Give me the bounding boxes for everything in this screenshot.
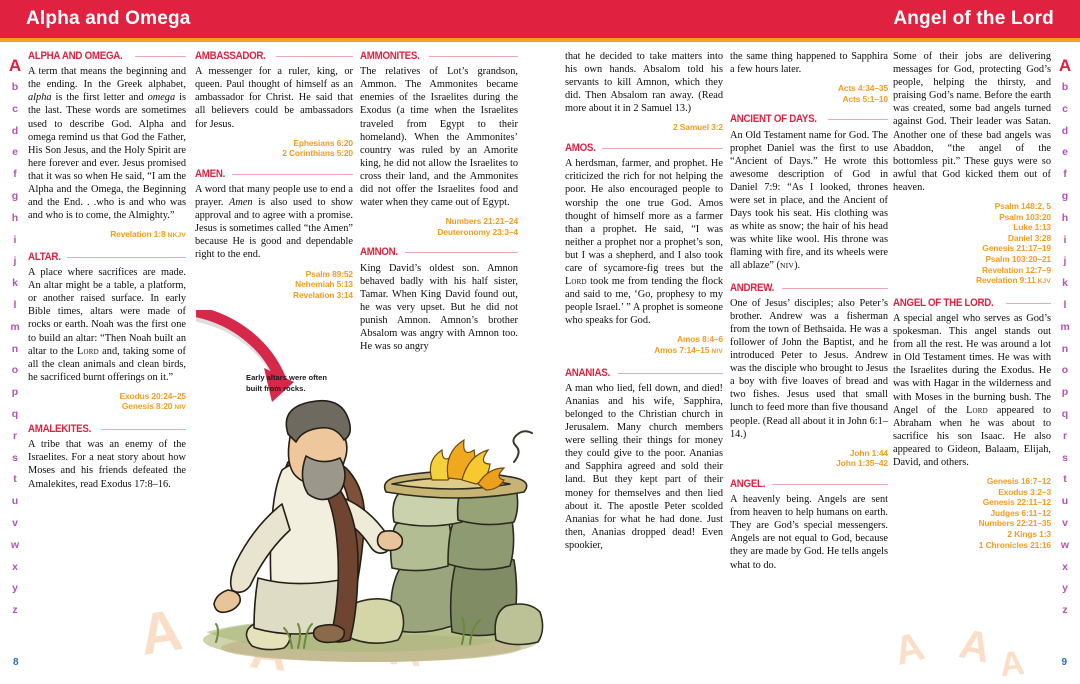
entry-rule	[772, 484, 888, 485]
alpha-tab-o[interactable]: o	[11, 364, 19, 377]
scripture-reference[interactable]: Psalm 103:20–21	[985, 254, 1051, 264]
text-column-0	[28, 50, 186, 500]
alpha-tab-t[interactable]: t	[1063, 473, 1067, 486]
entry-term: AMALEKITES.	[28, 423, 92, 436]
alpha-tab-x[interactable]: x	[12, 560, 18, 573]
caption-line-2: built from rocks.	[246, 383, 306, 393]
entry-term: AMNON.	[360, 246, 398, 259]
alpha-tab-u[interactable]: u	[1061, 495, 1069, 508]
entry-headword-row	[730, 113, 888, 126]
scripture-reference[interactable]: Acts 5:1–10	[842, 93, 888, 104]
entry-term: ALPHA AND OMEGA.	[28, 50, 123, 62]
alpha-tab-r[interactable]: r	[12, 429, 18, 442]
altar-illustration	[196, 392, 546, 662]
text-column-1	[195, 50, 353, 309]
entry-definition-text: King David’s oldest son. Amnon behaved badly with his half sister, Tamar. When King David found out, he was very upset. But he did not punish Amnon. Amnon’s brother Absalom was angry with Amnon too. He was so angry	[360, 262, 518, 353]
alphabet-index-left[interactable]	[2, 54, 28, 634]
entry-headword-row	[28, 50, 186, 63]
alpha-tab-v[interactable]: v	[1062, 516, 1068, 529]
entry-term: ANANIAS.	[565, 366, 610, 379]
alpha-tab-i[interactable]: i	[13, 233, 17, 246]
decorative-letter-a: A	[889, 624, 929, 674]
entry-definition-text: A word that many people use to end a prayer. Amen is also used to show approval and to agree with a promise. Jesus is sometimes called “the Amen” because He is good and dependable right to the end.	[195, 183, 353, 261]
entry-rule	[429, 56, 518, 57]
scripture-reference[interactable]: Numbers 22:21–35	[978, 518, 1051, 529]
entry-term: AMEN.	[195, 167, 226, 180]
dictionary-entry	[28, 423, 186, 491]
entry-headword-row	[893, 297, 1051, 310]
scripture-reference[interactable]: Genesis 8:20 NIV	[121, 401, 186, 412]
alpha-tab-c[interactable]: c	[12, 102, 18, 115]
scripture-reference[interactable]: Judges 6:11–12	[990, 507, 1051, 518]
alpha-tab-o[interactable]: o	[1061, 364, 1069, 377]
entry-rule	[602, 148, 723, 149]
scripture-reference[interactable]: Genesis 22:11–12	[982, 497, 1051, 508]
entry-headword-row	[360, 246, 518, 259]
scripture-reference[interactable]: Revelation 9:11 KJV	[976, 275, 1051, 286]
scripture-reference[interactable]: Luke 1:13	[1013, 222, 1051, 233]
alpha-tab-e[interactable]: e	[12, 146, 18, 159]
scripture-reference[interactable]: Nehemiah 5:13	[295, 279, 353, 290]
entry-rule	[276, 56, 353, 57]
dictionary-entry	[28, 50, 186, 242]
alpha-tab-p[interactable]: p	[1061, 386, 1069, 399]
entry-definition-text: the same thing happened to Sapphira a few hours later.	[730, 51, 888, 76]
entry-definition-text: A messenger for a ruler, king, or queen. Paul thought of himself as an ambassador for Christ. He said that all believers could be ambassadors for Jesus.	[195, 66, 353, 130]
scripture-reference-list	[893, 476, 1051, 550]
alpha-tab-g[interactable]: g	[11, 189, 19, 202]
scripture-reference[interactable]: Ephesians 6:20	[293, 137, 353, 148]
scripture-reference[interactable]: Revelation 12:7–9	[981, 264, 1051, 275]
entry-term: AMBASSADOR.	[195, 50, 266, 62]
entry-definition-text: One of Jesus’ disciples; also Peter’s brother. Andrew was a fisherman from the town of Bethsaida. He was a follower of John the Baptist, and he introduced Peter to Jesus. Andrew was the disciple who brought to Jesus a boy with five loaves of bread and two fishes. Jesus used that small lunch to feed more than five thousand people. (Read all about it in John 6:1–14.)	[730, 297, 888, 440]
scripture-reference-list	[28, 391, 186, 414]
dictionary-entry	[730, 478, 888, 572]
running-header-band	[0, 0, 1080, 38]
alpha-tab-w[interactable]: w	[1060, 538, 1070, 551]
dictionary-entry	[565, 142, 723, 358]
dictionary-entry	[195, 50, 353, 159]
entry-term: ANGEL.	[730, 477, 766, 490]
entry-headword-row	[565, 142, 723, 155]
scripture-reference[interactable]: 2 Samuel 3:2	[672, 122, 723, 133]
left-running-head: Alpha and Omega	[26, 8, 191, 29]
alpha-tab-j[interactable]: j	[13, 255, 17, 268]
scripture-reference-list	[195, 138, 353, 159]
entry-definition-text: A special angel who serves as God’s spokesman. This angel stands out from all the rest. He was around a lot in Old Testament times. He was with the Israelites during the Exodus. He was with Hagar in the wilderness and with Moses in the burning bush. The Angel of the Lord appeared to Abraham when he was about to sacrifice his son Isaac. He also appeared to Gideon, Balaam, Elijah, David, and others.	[893, 312, 1052, 468]
dictionary-entry	[195, 168, 353, 301]
scripture-reference[interactable]: Revelation 1:8 NKJV	[110, 229, 186, 240]
alpha-tab-z[interactable]: z	[1062, 604, 1068, 617]
bible-translation-tag: NIV	[709, 348, 723, 356]
text-column-2	[360, 50, 518, 362]
entry-definition-text: A herdsman, farmer, and prophet. He criticized the rich for not helping the poor. He also encouraged people to worship the one true God. Amos thought of himself more as a farmer than a prophet. He said, “I was neither a prophet nor a prophet’s son, but I was a shepherd, and I also took care of sycamore-fig trees but the Lord took me from tending the flock and said to me, ‘Go, prophesy to my people Israel.’ ” A prophet is someone who speaks for God.	[565, 158, 723, 327]
alpha-tab-n[interactable]: n	[11, 342, 19, 355]
dictionary-entry	[360, 246, 518, 353]
entry-term: ALTAR.	[28, 250, 61, 263]
alpha-tab-q[interactable]: q	[1061, 407, 1069, 420]
scripture-reference[interactable]: Numbers 21:21–24	[445, 216, 518, 227]
alpha-tab-m[interactable]: m	[1060, 320, 1070, 333]
alpha-tab-g[interactable]: g	[1061, 189, 1069, 202]
scripture-reference[interactable]: Genesis 16:7–12	[986, 476, 1051, 487]
scripture-reference[interactable]: Amos 7:14–15 NIV	[654, 345, 723, 356]
dictionary-entry	[565, 367, 723, 552]
alpha-tab-i[interactable]: i	[1063, 233, 1067, 246]
entry-headword-row	[730, 282, 888, 295]
text-column-3	[565, 50, 723, 561]
alpha-tab-a[interactable]: A	[1058, 56, 1072, 75]
entry-term: ANGEL OF THE LORD.	[893, 296, 994, 309]
scripture-reference[interactable]: Acts 4:34–35	[837, 83, 888, 94]
scripture-reference-list	[893, 201, 1051, 288]
alpha-tab-e[interactable]: e	[1062, 146, 1068, 159]
alpha-tab-n[interactable]: n	[1061, 342, 1069, 355]
entry-definition-text: Some of their jobs are delivering messages for God, protecting God’s people, helping the thirsty, and praising God’s name. Before the earth was created, some bad angels turned against God. Their leader was Satan. Another one of these bad angels was Abaddon, “the angel of the bottomless pit.” These guys were so awful that God kicked them out of heaven.	[893, 51, 1051, 193]
entry-term: ANCIENT OF DAYS.	[730, 113, 817, 126]
alpha-tab-s[interactable]: s	[12, 451, 18, 464]
pointer-arrow	[196, 310, 326, 410]
entry-rule	[618, 373, 723, 374]
scripture-reference-list	[565, 334, 723, 357]
entry-rule	[1006, 303, 1051, 304]
bible-translation-tag: NIV	[172, 404, 186, 412]
entry-definition-text: An Old Testament name for God. The prophet Daniel was the first to use “Ancient of Days.” He wrote this awesome description of God in Daniel 7:9: “As I looked, thrones were set in place, and the Ancient of Days took his seat. His clothing was as white as snow; the hair of his head was white like wool. His throne was flaming with fire, and its wheels were all ablaze” (NIV).	[730, 129, 888, 272]
scripture-reference[interactable]: Psalm 148:2, 5	[994, 201, 1051, 212]
scripture-reference[interactable]: Exodus 3:2–3	[998, 486, 1051, 497]
entry-headword-row	[360, 50, 518, 63]
scripture-reference[interactable]: Amos 8:4–6	[676, 334, 723, 345]
alpha-tab-x[interactable]: x	[1062, 560, 1068, 573]
caption-line-1: Early altars were often	[246, 373, 328, 382]
alpha-tab-m[interactable]: m	[10, 320, 20, 333]
alpha-tab-b[interactable]: b	[1061, 81, 1069, 93]
alpha-tab-h[interactable]: h	[1061, 211, 1069, 224]
entry-term: AMOS.	[565, 142, 596, 155]
scripture-reference-list	[730, 83, 888, 104]
entry-definition-text: A term that means the beginning and the ending. In the Greek alphabet, alpha is the first letter and omega is the last. These words are sometimes used to describe God. Alpha and omega remind us that God the Father, His Son Jesus, and the Holy Spirit are here forever and ever. Jesus promised that it was so when He said, “I am the Alpha and the Omega, the Beginning and the End. . .who is and who was and who is to come, the Almighty.”	[28, 66, 186, 222]
entry-term: ANDREW.	[730, 281, 775, 294]
decorative-letter-a: A	[135, 597, 187, 668]
alpha-tab-j[interactable]: j	[1063, 255, 1067, 268]
scripture-reference[interactable]: Daniel 3:28	[1007, 232, 1051, 243]
alpha-tab-y[interactable]: y	[1062, 582, 1068, 595]
entry-rule	[67, 257, 186, 258]
right-running-head: Angel of the Lord	[893, 8, 1054, 29]
alpha-tab-b[interactable]: b	[11, 81, 19, 93]
entry-definition-text: A man who lied, fell down, and died! Ananias and his wife, Sapphira, belonged to the Christian church in Jerusalem. Many church members were selling their things for money they could give to the poor. Ananias and Sapphira agreed and sold their land. But they kept part of their money for themselves and then lied about it. The apostle Peter scolded Ananias for what he had done. Just then, Ananias dropped dead! Even spookier,	[565, 382, 723, 551]
scripture-reference[interactable]: Psalm 103:20	[999, 211, 1051, 222]
scripture-reference-list	[360, 216, 518, 237]
entry-headword-row	[565, 367, 723, 380]
dictionary-entry	[730, 282, 888, 469]
scripture-reference[interactable]: John 1:44	[849, 447, 888, 458]
scripture-reference[interactable]: 2 Corinthians 5:20	[282, 148, 353, 159]
alpha-tab-r[interactable]: r	[1062, 429, 1068, 442]
entry-continuation	[893, 50, 1051, 288]
entry-rule	[782, 288, 888, 289]
entry-headword-row	[195, 168, 353, 181]
bible-translation-tag: KJV	[1035, 278, 1051, 286]
scripture-reference-list	[730, 448, 888, 469]
alpha-tab-l[interactable]: l	[1063, 298, 1067, 311]
bible-translation-tag: NKJV	[165, 232, 186, 240]
alpha-tab-a[interactable]: A	[8, 56, 22, 75]
scripture-reference-list	[28, 229, 186, 242]
dictionary-entry	[893, 297, 1051, 550]
entry-definition-text: The relatives of Lot’s grandson, Ammon. The Ammonites became enemies of the Israelites during the Exodus (a time when the Israelites traveled from Egypt to their homeland). When the Ammonites’ country was ruled by an Amorite king, he did not allow the Israelites to cross their land, and the Ammonites did not offer the Israelites food and water when they came out of Egypt.	[360, 66, 518, 209]
entry-rule	[232, 174, 353, 175]
entry-headword-row	[28, 251, 186, 264]
illustration-caption	[246, 373, 366, 394]
scripture-reference[interactable]: 2 Kings 1:3	[1007, 529, 1051, 540]
alpha-tab-k[interactable]: k	[12, 277, 18, 290]
alpha-tab-f[interactable]: f	[1063, 168, 1067, 181]
text-column-4	[730, 50, 888, 581]
scripture-reference-list	[195, 269, 353, 301]
scripture-reference[interactable]: Revelation 3:14	[293, 289, 353, 300]
alpha-tab-s[interactable]: s	[1062, 451, 1068, 464]
entry-headword-row	[28, 423, 186, 436]
alpha-tab-k[interactable]: k	[1062, 277, 1068, 290]
alpha-tab-v[interactable]: v	[12, 516, 18, 529]
entry-headword-row	[730, 478, 888, 491]
alpha-tab-u[interactable]: u	[11, 495, 19, 508]
decorative-letter-a: A	[998, 643, 1027, 684]
alpha-tab-d[interactable]: d	[11, 124, 19, 137]
scripture-reference[interactable]: John 1:35–42	[836, 458, 888, 469]
alpha-tab-d[interactable]: d	[1061, 124, 1069, 137]
alpha-tab-z[interactable]: z	[12, 604, 18, 617]
entry-rule	[135, 56, 186, 57]
scripture-reference-list	[565, 122, 723, 133]
dictionary-entry	[360, 50, 518, 237]
alpha-tab-t[interactable]: t	[13, 473, 17, 486]
dictionary-entry	[28, 251, 186, 414]
page-number-left: 8	[13, 657, 19, 668]
entry-rule	[828, 119, 888, 120]
alpha-tab-q[interactable]: q	[11, 407, 19, 420]
alphabet-index-right[interactable]	[1052, 54, 1078, 634]
scripture-reference[interactable]: 1 Chronicles 21:16	[978, 539, 1051, 550]
scripture-reference[interactable]: Deuteronomy 23:3–4	[437, 226, 518, 237]
entry-headword-row	[195, 50, 353, 63]
entry-term: AMMONITES.	[360, 50, 420, 62]
page-number-right: 9	[1061, 657, 1067, 668]
alpha-tab-p[interactable]: p	[11, 386, 19, 399]
decorative-letter-a: A	[955, 619, 996, 672]
dictionary-entry	[730, 113, 888, 272]
alpha-tab-c[interactable]: c	[1062, 102, 1068, 115]
entry-rule	[101, 429, 186, 430]
alpha-tab-h[interactable]: h	[11, 211, 19, 224]
entry-continuation	[730, 50, 888, 104]
text-column-5	[893, 50, 1051, 559]
entry-definition-text: that he decided to take matters into his own hands. Absalom told his servants to kill Amnon, which they did. Then Absalom ran away. (Read more about it in 2 Samuel 13.)	[565, 51, 723, 115]
entry-continuation	[565, 50, 723, 133]
scripture-reference[interactable]: Exodus 20:24–25	[119, 390, 186, 401]
scripture-reference[interactable]: Genesis 21:17–19	[982, 243, 1051, 254]
entry-definition-text: A tribe that was an enemy of the Israelites. For a neat story about how Moses and his friends defeated the Amalekites, read Exodus 17:8–16.	[28, 439, 186, 490]
alpha-tab-l[interactable]: l	[13, 298, 17, 311]
alpha-tab-f[interactable]: f	[13, 168, 17, 181]
alpha-tab-w[interactable]: w	[10, 538, 20, 551]
alpha-tab-y[interactable]: y	[12, 582, 18, 595]
scripture-reference[interactable]: Psalm 89:52	[305, 268, 353, 279]
entry-definition-text: A place where sacrifices are made. An altar might be a table, a platform, or another raised surface. In early Bible times, altars were made of rocks or earth. Noah was the first one to build an altar: “Then Noah built an altar to the Lord and, taking some of all the clean animals and clean birds, he sacrificed burnt offerings on it.”	[28, 267, 186, 383]
entry-definition-text: A heavenly being. Angels are sent from heaven to help humans on earth. They are God’s special messengers. Angels are not equal to God, because they are made by God. He tells angels what to do.	[730, 494, 888, 571]
entry-rule	[405, 252, 518, 253]
